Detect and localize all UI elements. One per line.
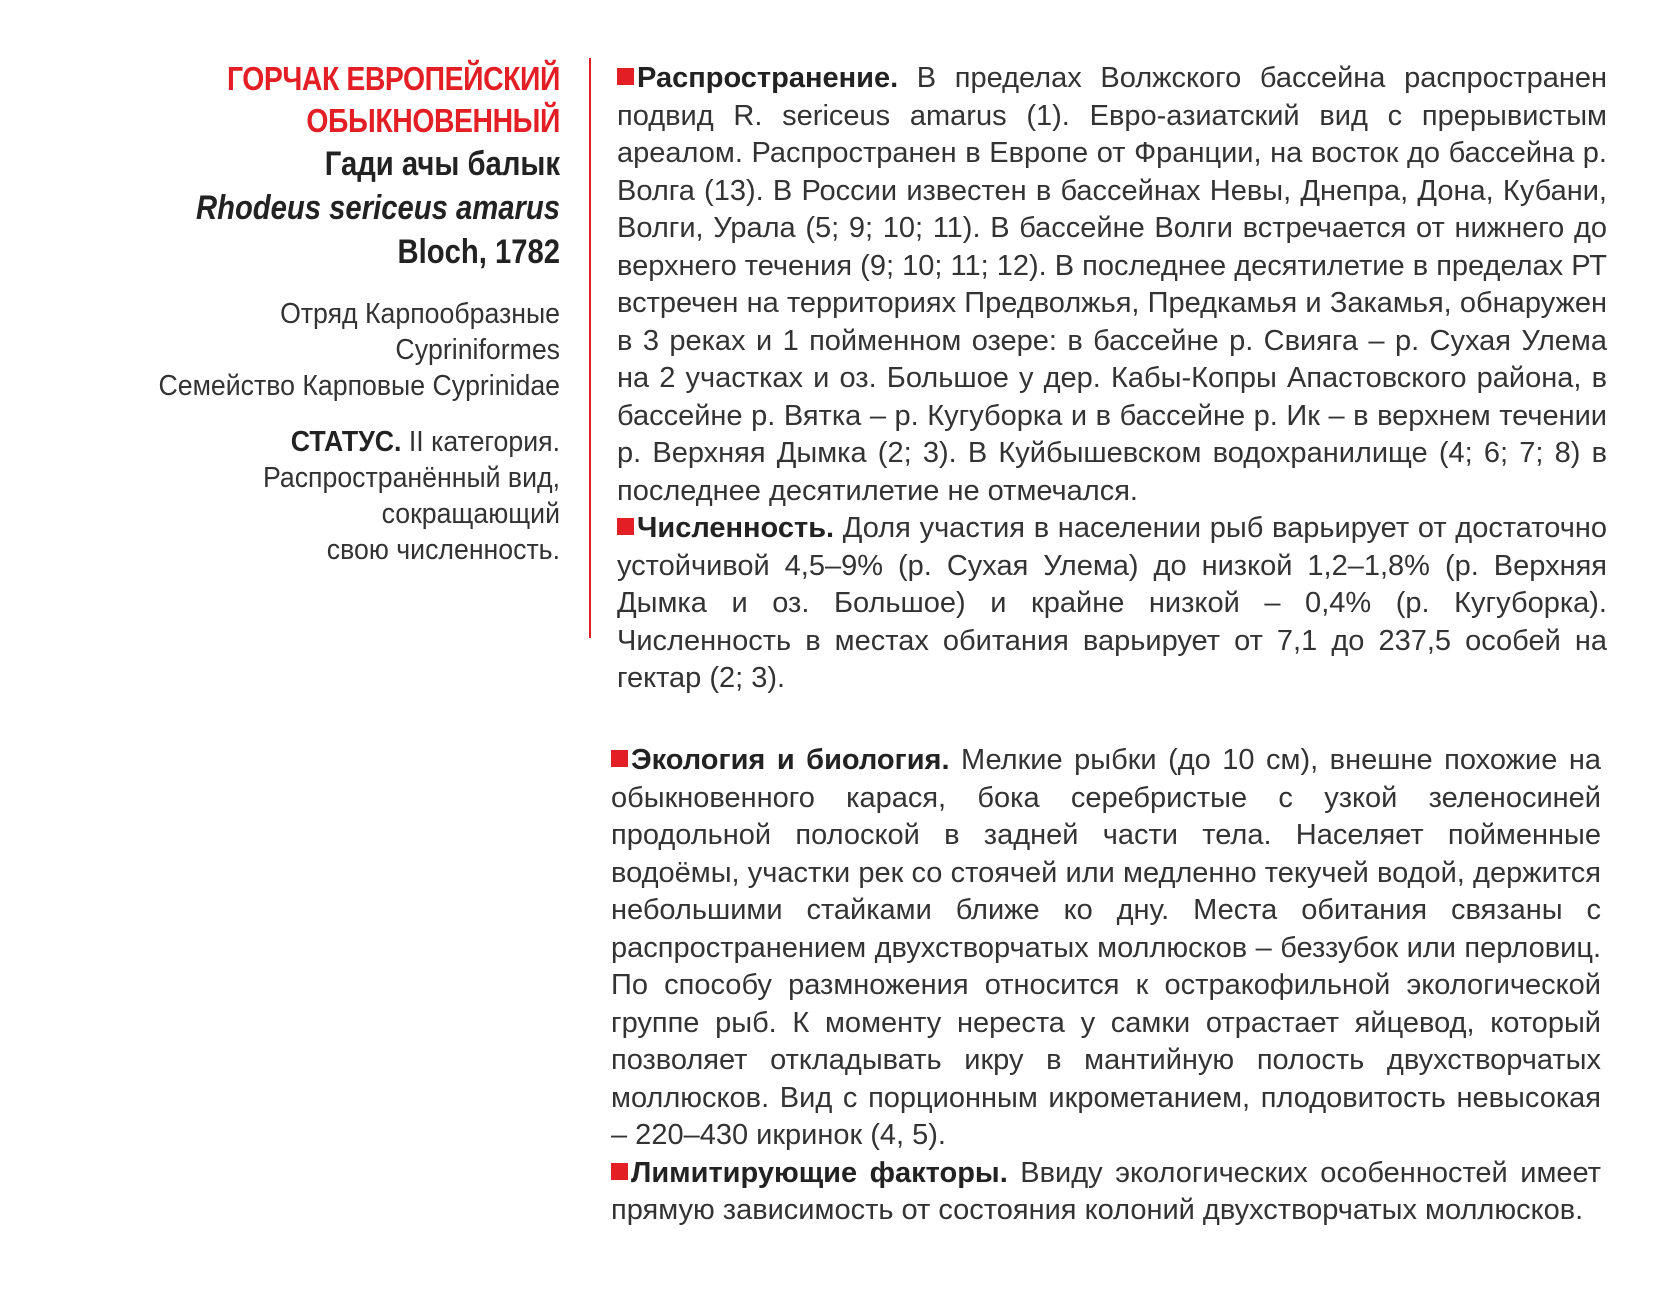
status-line1 — [100, 424, 560, 460]
section-heading: Распространение. — [637, 62, 899, 94]
species-name-tatar: Гади ачы балык — [324, 145, 560, 183]
status-block — [100, 424, 560, 568]
section-abundance — [617, 510, 1607, 698]
bullet-square-icon — [617, 68, 634, 85]
species-name-ru-line2: ОБЫКНОВЕННЫЙ — [306, 102, 560, 139]
species-header — [60, 58, 560, 568]
vertical-divider — [589, 58, 591, 638]
section-ecology — [611, 742, 1601, 1155]
family: Семейство Карповые Cyprinidae — [158, 370, 560, 402]
order-ru: Отряд Карпообразные — [280, 298, 560, 330]
status-label: СТАТУС. — [290, 426, 402, 458]
bullet-square-icon — [611, 750, 628, 767]
species-name-ru-line1: ГОРЧАК ЕВРОПЕЙСКИЙ — [226, 60, 560, 97]
section-heading: Численность. — [637, 512, 835, 544]
taxonomy-block — [100, 296, 560, 404]
section-heading: Экология и биология. — [631, 744, 950, 776]
section-distribution — [617, 60, 1607, 510]
order-latin: Cypriniformes — [395, 334, 560, 366]
section-heading: Лимитирующие факторы. — [631, 1156, 1008, 1189]
section-text: В пределах Волжского бассейна распространен подвид R. sericeus amarus (1). Евро-азиатский вид с прерывистым ареалом. Распространен в Европе от Франции, на восток до бассейна р. Волга (13). В России известен в бассейнах Невы, Днепра, Дона, Кубани, Волги, Урала (5; 9; 10; 11). В бассейне Волги встречается от нижнего до верхнего течения (9; 10; 11; 12). В последнее десятилетие в пределах РТ встречен на территориях Предволжья, Предкамья и Закамья, обнаружен в 3 реках и 1 пойменном озере: в бассейне р. Свияга – р. Сухая Улема на 2 участках и оз. Большое у дер. Кабы-Копры Апастовского района, в бассейне р. Вятка – р. Кугуборка и в бассейне р. Ик – в верхнем течении р. Верхняя Дымка (2; 3). В Куйбышевском водохранилище (4; 6; 7; 8) в последнее десятилетие не отмечался. — [617, 62, 1607, 507]
section-text: Доля участия в населении рыб варьирует от достаточно устойчивой 4,5–9% (р. Сухая Улема) до низкой 1,2–1,8% (р. Верхняя Дымка и оз. Большое) и крайне низкой – 0,4% (р. Кугуборка). Численность в местах обитания варьирует от 7,1 до 237,5 особей на гектар (2; 3). — [617, 512, 1607, 694]
section-limiting-factors — [611, 1155, 1601, 1230]
status-line2: Распространённый вид, — [262, 462, 560, 494]
section-text: Ввиду экологических особенностей имеет прямую зависимость от состояния колоний двухстворчатых моллюсков. — [611, 1156, 1601, 1226]
species-author: Bloch, 1782 — [397, 233, 560, 271]
status-line4: свою численность. — [326, 534, 560, 566]
bullet-square-icon — [617, 518, 634, 535]
status-category: II категория. — [401, 426, 560, 458]
content-lower — [611, 742, 1601, 1230]
species-name-latin: Rhodeus sericeus amarus — [195, 189, 560, 227]
status-line3: сокращающий — [381, 498, 560, 530]
content-upper — [617, 60, 1607, 698]
section-text: Мелкие рыбки (до 10 см), внешне похожие на обыкновенного карася, бока серебристые с узкой зеленосиней продольной полоской в задней части тела. Населяет пойменные водоёмы, участки рек со стоячей или медленно текучей водой, держится небольшими стайками ближе ко дну. Места обитания связаны с распространением двухстворчатых моллюсков – беззубок или перловиц. По способу размножения относится к остракофильной экологической группе рыб. К моменту нереста у самки отрастает яйцевод, который позволяет откладывать икру в мантийную полость двухстворчатых моллюсков. Вид с порционным икрометанием, плодовитость невысокая – 220–430 икринок (4, 5). — [611, 744, 1601, 1151]
bullet-square-icon — [611, 1163, 628, 1180]
